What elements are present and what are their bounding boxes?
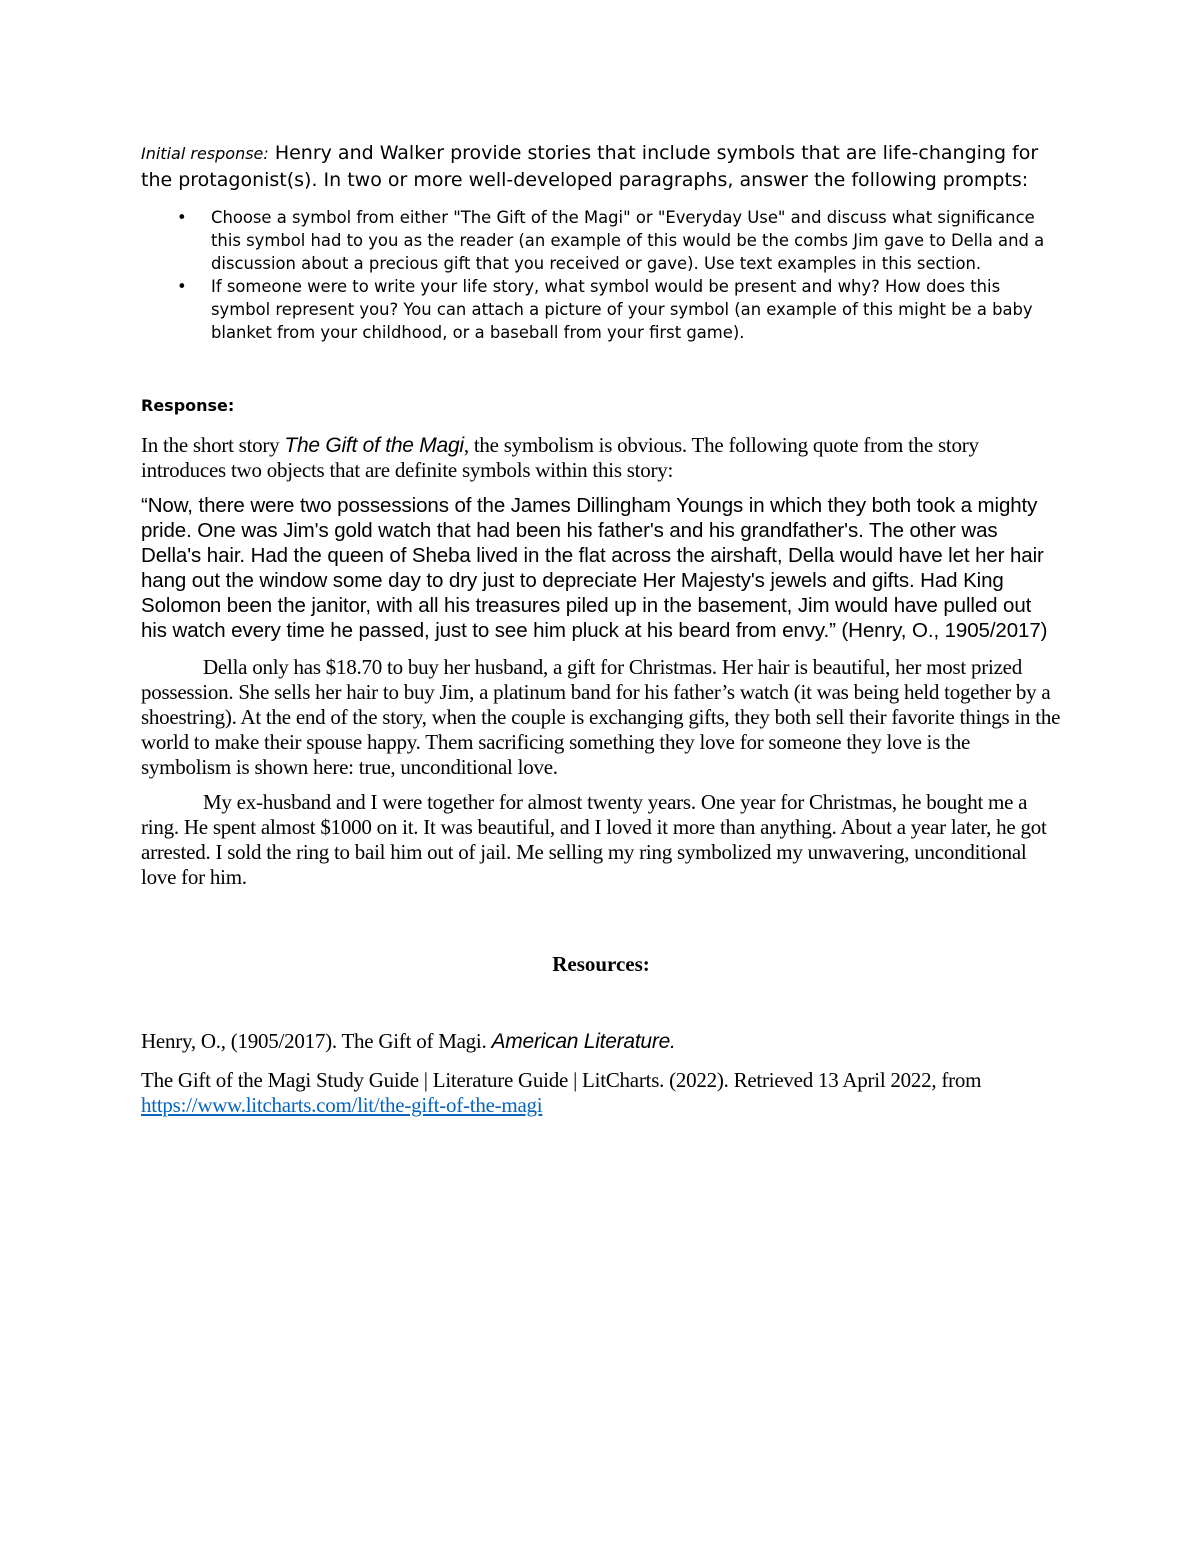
prompt-bullet-text: Choose a symbol from either "The Gift of the Magi" or "Everyday Use" and discuss what significance this symbol had to you as the reader (an example of this would be the combs Jim gave to Della and a discussion about a precious gift that you received or gave). Use text examples in this section. (211, 208, 1045, 273)
reference-1-publication: American Literature. (491, 1030, 676, 1053)
litcharts-link[interactable]: https://www.litcharts.com/lit/the-gift-of-the-magi (141, 1093, 543, 1117)
prompt-bullet-item (141, 206, 1061, 275)
story-title: The Gift of the Magi (284, 434, 464, 457)
prompt-text: Henry and Walker provide stories that include symbols that are life-changing for the protagonist(s). In two or more well-developed paragraphs, answer the following prompts: (141, 142, 1039, 191)
response-intro (141, 433, 1061, 483)
prompt-lead: Initial response: (141, 144, 269, 163)
reference-2-text: The Gift of the Magi Study Guide | Literature Guide | LitCharts. (2022). Retrieved 13 April 2022, from (141, 1068, 982, 1092)
resources-heading: Resources: (552, 952, 650, 976)
story-quote: “Now, there were two possessions of the James Dillingham Youngs in which they both took a mighty pride. One was Jim's gold watch that had been his father's and his grandfather's. The other was Della's hair. Had the queen of Sheba lived in the flat across the airshaft, Della would have let her hair hang out the window some day to dry just to depreciate Her Majesty's jewels and gifts. Had King Solomon been the janitor, with all his treasures piled up in the basement, Jim would have pulled out his watch every time he passed, just to see him pluck at his beard from envy.” (Henry, O., 1905/2017) (141, 494, 1048, 642)
intro-before: In the short story (141, 433, 285, 457)
assignment-prompt (141, 140, 1061, 194)
reference-1 (141, 1029, 1061, 1054)
response-label: Response: (141, 396, 235, 415)
prompt-bullet-list (141, 206, 1061, 344)
prompt-bullet-item (141, 275, 1061, 344)
response-paragraph-2: My ex-husband and I were together for almost twenty years. One year for Christmas, he bought me a ring. He spent almost $1000 on it. It was beautiful, and I loved it more than anything. About a year later, he got arrested. I sold the ring to bail him out of jail. Me selling my ring symbolized my unwavering, unconditional love for him. (141, 790, 1047, 889)
bullet-icon: • (177, 208, 187, 227)
reference-1-text: Henry, O., (1905/2017). The Gift of Magi. (141, 1029, 492, 1053)
reference-2 (141, 1068, 1061, 1118)
response-paragraph-1: Della only has $18.70 to buy her husband, a gift for Christmas. Her hair is beautiful, her most prized possession. She sells her hair to buy Jim, a platinum band for his father’s watch (it was being held together by a shoestring). At the end of the story, when the couple is exchanging gifts, they both sell their favorite things in the world to make their spouse happy. Them sacrificing something they love for someone they love is the symbolism is shown here: true, unconditional love. (141, 655, 1061, 779)
intro-after: , the symbolism is obvious. The following quote from the story introduces two objects that are definite symbols within this story: (141, 433, 979, 482)
bullet-icon: • (177, 277, 187, 296)
prompt-bullet-text: If someone were to write your life story, what symbol would be present and why? How does this symbol represent you? You can attach a picture of your symbol (an example of this might be a baby blanket from your childhood, or a baseball from your first game). (211, 277, 1033, 342)
document-page (141, 140, 1061, 1132)
